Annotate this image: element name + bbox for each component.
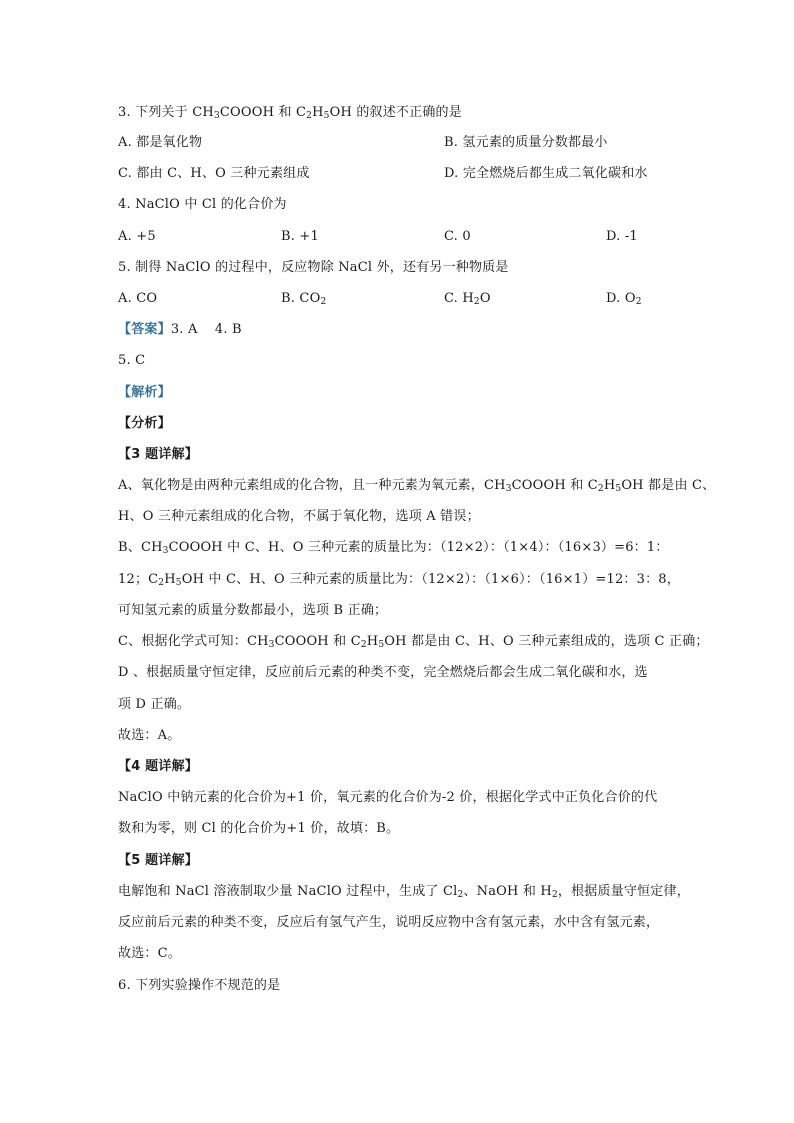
q4-option-d: D. -1 — [606, 229, 638, 244]
detail-3-label: 【3 题详解】 — [118, 447, 198, 462]
detail-5-line3: 故选：C。 — [118, 946, 181, 961]
detail-3-c-line1: C、根据化学式可知：$CH_3COOOH$ 和 $C_2H_5OH$ 都是由 C、H、O 三种元素组成的，选项 C 正确； — [118, 634, 709, 650]
q4-option-a: A. +5 — [118, 229, 156, 244]
detail-5-line1: 电解饱和 NaCl 溶液制取少量 NaClO 过程中，生成了 $Cl_2$、NaOH 和 $H_2$，根据质量守恒定律， — [118, 884, 690, 900]
detail-4-line2: 数和为零，则 Cl 的化合价为+1 价，故填：B。 — [118, 821, 400, 836]
detail-3-d-line1: D 、根据质量守恒定律，反应前后元素的种类不变，完全燃烧后都会生成二氧化碳和水，选 — [118, 665, 648, 680]
q5-option-c: C. $H_2O$ — [444, 291, 491, 307]
analysis-label: 【解析】 — [118, 385, 171, 400]
q6-stem: 6. 下列实验操作不规范的是 — [118, 978, 281, 993]
detail-3-a-line2: H、O 三种元素组成的化合物，不属于氧化物，选项 A 错误； — [118, 509, 480, 524]
detail-3-d-line2: 项 D 正确。 — [118, 697, 191, 712]
fenxi-label: 【分析】 — [118, 416, 171, 431]
detail-3-conclusion: 故选：A。 — [118, 728, 181, 743]
q4-option-c: C. 0 — [444, 229, 471, 244]
q3-option-d: D. 完全燃烧后都生成二氧化碳和水 — [444, 166, 648, 181]
q3-option-c: C. 都由 C、H、O 三种元素组成 — [118, 166, 310, 181]
detail-3-b-line2: 12；$C_2H_5OH$ 中 C、H、O 三种元素的质量比为：（12×2）：（1×6）：（16×1）=12：3：8， — [118, 572, 680, 588]
detail-5-line2: 反应前后元素的种类不变，反应后有氢气产生，说明反应物中含有氢元素，水中含有氢元素， — [118, 915, 660, 930]
answer-line-1: 【答案】3. A 4. B — [118, 322, 242, 337]
q5-option-d: D. $O_2$ — [606, 291, 642, 307]
q3-stem: 3. 下列关于 $CH_3COOOH$ 和 $C_2H_5OH$ 的叙述不正确的是 — [118, 105, 462, 121]
answer-label: 【答案】 — [118, 322, 171, 337]
q3-option-a: A. 都是氧化物 — [118, 135, 203, 150]
detail-4-label: 【4 题详解】 — [118, 759, 198, 774]
detail-3-b-line3: 可知氢元素的质量分数都最小，选项 B 正确； — [118, 603, 388, 618]
q5-stem: 5. 制得 NaClO 的过程中，反应物除 NaCl 外，还有另一种物质是 — [118, 260, 509, 275]
q4-stem: 4. NaClO 中 Cl 的化合价为 — [118, 197, 287, 212]
q5-option-b: B. $CO_2$ — [281, 291, 327, 307]
q4-option-b: B. +1 — [281, 229, 319, 244]
q3-option-b: B. 氢元素的质量分数都最小 — [444, 135, 608, 150]
answer-line-2: 5. C — [118, 353, 146, 368]
detail-4-line1: NaClO 中钠元素的化合价为+1 价，氧元素的化合价为-2 价，根据化学式中正负化合价的代 — [118, 790, 658, 805]
detail-5-label: 【5 题详解】 — [118, 853, 198, 868]
detail-3-b-line1: B、$CH_3COOOH$ 中 C、H、O 三种元素的质量比为：（12×2）：（1×4）：（16×3）=6：1： — [118, 540, 669, 556]
detail-3-a-line1: A、氧化物是由两种元素组成的化合物，且一种元素为氧元素，$CH_3COOOH$ 和 $C_2H_5OH$ 都是由 C、 — [118, 478, 716, 494]
q5-option-a: A. CO — [118, 291, 158, 306]
